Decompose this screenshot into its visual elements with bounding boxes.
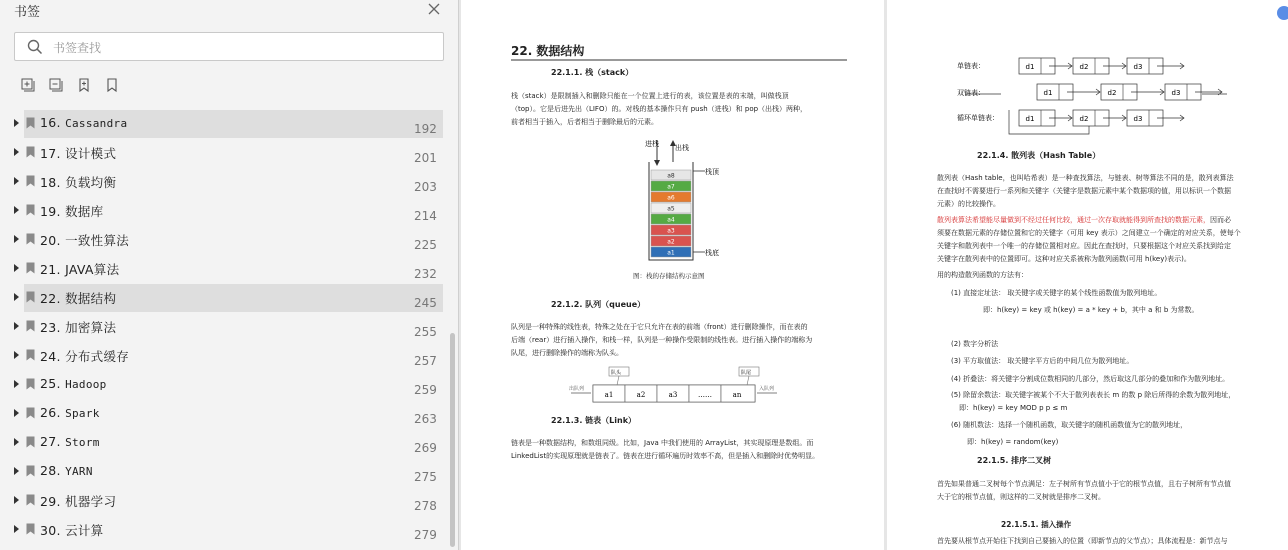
search-icon: [27, 39, 43, 55]
bookmark-title: 数据结构: [65, 291, 117, 306]
queue-paragraph-line: 后端（rear）进行插入操作，和栈一样，队列是一种操作受限制的线性表。进行插入操作的端称为: [511, 336, 813, 344]
expand-arrow-icon[interactable]: [14, 293, 19, 301]
list-node-label: d2: [1107, 89, 1117, 97]
bookmark-title: 分布式缓存: [65, 349, 130, 364]
floating-assistant-button[interactable]: [1277, 6, 1288, 20]
bookmark-flag-icon: [26, 523, 35, 535]
bookmark-number: 22.: [40, 291, 61, 306]
bookmark-flag-icon: [26, 465, 35, 477]
search-box[interactable]: [14, 32, 444, 61]
expand-arrow-icon[interactable]: [14, 380, 19, 388]
bookmark-number: 25.: [40, 376, 61, 391]
hash-tail-text: 因而必: [1210, 216, 1231, 224]
hash-paragraph-line: 在查找时不需要进行一系列和关键字（关键字是数据元素中某个数据项的值，用以标识一个数据: [937, 187, 1231, 195]
linked-list-diagram: [927, 48, 1247, 144]
list-node-label: d1: [1025, 115, 1035, 123]
circular-list-label: 循环单链表：: [957, 114, 999, 122]
hash-method-line: 即：h(key) = key 或 h(key) = a * key + b，其中 a 和 b 为常数。: [983, 306, 1199, 314]
stack-cell-label: a1: [667, 249, 675, 257]
expand-arrow-icon[interactable]: [14, 409, 19, 417]
pop-label: 出栈: [675, 144, 689, 152]
queue-cell-label: a2: [636, 391, 646, 399]
hash-paragraph-line: 散列表（Hash table，也叫哈希表）是一种查找算法，与链表、树等算法不同的是，散列表算法: [937, 174, 1234, 182]
bookmark-item[interactable]: [0, 515, 458, 544]
chapter-title: 22. 数据结构: [511, 44, 585, 58]
bookmark-number: 16.: [40, 115, 61, 130]
bookmark-flag-icon: [26, 117, 35, 129]
hash-highlight-line: [937, 216, 1231, 225]
bookmark-item[interactable]: [0, 167, 458, 196]
hash-method-line: 即：h(key) = random(key): [967, 438, 1059, 446]
bookmark-page-number: 203: [414, 180, 437, 194]
bookmark-item[interactable]: [0, 283, 458, 312]
bookmark-item[interactable]: [0, 399, 458, 428]
bookmark-number: 30.: [40, 523, 61, 538]
collapse-all-icon[interactable]: [48, 77, 64, 93]
bookmark-title: JAVA算法: [65, 262, 120, 277]
single-list-label: 单链表：: [957, 62, 985, 70]
stack-cell-label: a8: [667, 172, 675, 180]
queue-tail-label: 队尾: [741, 370, 752, 376]
stack-cell-label: a5: [667, 205, 675, 213]
red-highlight-text: 散列表算法希望能尽量做到不经过任何比较，通过一次存取就能得到所查找的数据元素，: [937, 216, 1210, 224]
push-label: 进栈: [645, 140, 659, 148]
stack-cell-label: a7: [667, 183, 675, 191]
bookmark-item[interactable]: [0, 138, 458, 167]
bookmark-page-number: 275: [414, 470, 437, 484]
bookmark-page-number: 201: [414, 151, 437, 165]
bookmark-item[interactable]: [0, 486, 458, 515]
expand-arrow-icon[interactable]: [14, 322, 19, 330]
list-node-label: d2: [1079, 63, 1089, 71]
bookmark-number: 23.: [40, 320, 61, 335]
queue-diagram: [569, 364, 779, 406]
bookmark-number: 20.: [40, 233, 61, 248]
list-node-label: d1: [1043, 89, 1053, 97]
double-list-label: 双链表：: [957, 89, 985, 97]
stack-cell-label: a4: [667, 216, 675, 224]
section-title-bst: 22.1.5. 排序二叉树: [977, 456, 1052, 465]
stack-paragraph-line: 栈（stack）是限制插入和删除只能在一个位置上进行的表，该位置是表的末端，叫做栈顶: [511, 92, 789, 100]
document-page-right: [887, 0, 1288, 550]
bookmark-page-number: 279: [414, 528, 437, 542]
bookmark-number: 27.: [40, 434, 61, 449]
bookmark-flag-icon: [26, 175, 35, 187]
stack-paragraph-line: （top）。它是后进先出（LIFO）的。对栈的基本操作只有 push（进栈）和 pop（出栈）两种，: [511, 105, 808, 113]
expand-arrow-icon[interactable]: [14, 148, 19, 156]
bookmark-label: [40, 434, 100, 449]
bookmark-title: 一致性算法: [65, 233, 130, 248]
bookmark-panel: [0, 0, 459, 550]
bookmark-title: 加密算法: [65, 320, 117, 335]
document-page-left: [461, 0, 884, 550]
bookmark-page-number: 263: [414, 412, 437, 426]
bookmark-flag-icon: [26, 494, 35, 506]
section-title-hash: 22.1.4. 散列表（Hash Table）: [977, 151, 1101, 160]
sidebar-scrollbar[interactable]: [450, 333, 455, 547]
bookmark-label: [40, 405, 100, 420]
expand-arrow-icon[interactable]: [14, 438, 19, 446]
bookmark-label: [40, 521, 103, 539]
bookmark-title: 负载均衡: [65, 175, 117, 190]
bookmark-item[interactable]: [0, 370, 458, 399]
bookmark-label: [40, 144, 116, 162]
hash-method-line: (3) 平方取值法： 取关键字平方后的中间几位为散列地址。: [951, 357, 1134, 365]
add-bookmark-icon[interactable]: [76, 77, 92, 93]
bookmark-item[interactable]: [0, 312, 458, 341]
hash-paragraph-line: 用的构造散列函数的方法有：: [937, 271, 1028, 279]
bookmark-flag-icon: [26, 204, 35, 216]
bookmark-page-number: 278: [414, 499, 437, 513]
panel-title: 书签: [14, 5, 41, 20]
bookmark-title: 设计模式: [65, 146, 117, 161]
queue-paragraph-line: 队尾，进行删除操作的端称为队头。: [511, 349, 623, 357]
bookmark-page-number: 214: [414, 209, 437, 223]
bookmark-flag-icon: [26, 349, 35, 361]
bookmark-number: 26.: [40, 405, 61, 420]
stack-cell-label: a2: [667, 238, 675, 246]
close-icon[interactable]: [426, 1, 442, 17]
link-paragraph-line: 链表是一种数据结构，和数组同级。比如，Java 中我们使用的 ArrayList，其实现原理是数组。而: [511, 439, 814, 447]
bookmark-number: 29.: [40, 494, 61, 509]
bookmark-title: 云计算: [65, 523, 104, 538]
bookmark-label: [40, 289, 116, 307]
bookmark-title: YARN: [65, 465, 93, 478]
hash-method-line: 即：h(key) = key MOD p p ≤ m: [959, 404, 1068, 412]
bookmark-label: [40, 202, 103, 220]
hash-method-line: (1) 直接定址法： 取关键字或关键字的某个线性函数值为散列地址。: [951, 289, 1162, 297]
bookmark-title: Cassandra: [65, 117, 128, 130]
bookmark-number: 17.: [40, 146, 61, 161]
expand-arrow-icon[interactable]: [14, 496, 19, 504]
bookmark-title: Spark: [65, 407, 100, 420]
section-title-queue: 22.1.2. 队列（queue）: [551, 300, 646, 309]
bookmark-flag-icon: [26, 378, 35, 390]
search-input[interactable]: [51, 37, 435, 59]
bookmark-page-number: 245: [414, 296, 437, 310]
link-paragraph-line: LinkedList的实现原理就是链表了。链表在进行循环遍历时效率不高，但是插入和删除时优势明显。: [511, 452, 820, 460]
section-title-link: 22.1.3. 链表（Link）: [551, 416, 637, 425]
stack-bottom-label: 栈底: [705, 249, 719, 257]
queue-cell-label: a3: [668, 391, 678, 399]
expand-arrow-icon[interactable]: [14, 351, 19, 359]
insert-paragraph-line: 首先要从根节点开始往下找到自己要插入的位置（即新节点的父节点）；具体流程是：新节点与: [937, 537, 1228, 545]
bookmark-number: 21.: [40, 262, 61, 277]
stack-cell-label: a3: [667, 227, 675, 235]
bst-paragraph-line: 首先如果普通二叉树每个节点满足：左子树所有节点值小于它的根节点值，且右子树所有节点值: [937, 480, 1231, 488]
bookmark-flag-icon: [26, 233, 35, 245]
bookmark-label: [40, 492, 116, 510]
list-node-label: d3: [1171, 89, 1181, 97]
stack-caption: 图：栈的存储结构示意图: [633, 272, 705, 280]
expand-arrow-icon[interactable]: [14, 525, 19, 533]
bookmark-flag-icon: [26, 146, 35, 158]
bookmark-icon[interactable]: [104, 77, 120, 93]
hash-paragraph-line: 关键字和散列表中一个唯一的存储位置相对应。因此在查找时，只要根据这个对应关系找到给定: [937, 242, 1231, 250]
bookmark-title: Storm: [65, 436, 100, 449]
hash-method-line: (4) 折叠法：将关键字分割成位数相同的几部分，然后取这几部分的叠加和作为散列地址。: [951, 375, 1230, 383]
bookmark-flag-icon: [26, 320, 35, 332]
bookmark-label: [40, 173, 116, 191]
bookmark-label: [40, 463, 93, 478]
bookmark-label: [40, 318, 116, 336]
hash-method-line: (2) 数字分析法: [951, 340, 999, 348]
bookmark-item[interactable]: [0, 225, 458, 254]
bookmark-flag-icon: [26, 291, 35, 303]
title-rule: [511, 59, 847, 61]
hash-paragraph-line: 须要在数据元素的存储位置和它的关键字（可用 key 表示）之间建立一个确定的对应关系，使每个: [937, 229, 1241, 237]
bookmark-number: 19.: [40, 204, 61, 219]
list-node-label: d2: [1079, 115, 1089, 123]
document-view: [459, 0, 1288, 550]
bookmark-flag-icon: [26, 407, 35, 419]
bookmark-page-number: 257: [414, 354, 437, 368]
hash-method-line: (5) 除留余数法：取关键字被某个不大于散列表表长 m 的数 p 除后所得的余数为散列地址，: [951, 391, 1236, 399]
list-node-label: d3: [1133, 115, 1143, 123]
expand-all-icon[interactable]: [20, 77, 36, 93]
bookmark-item[interactable]: [0, 254, 458, 283]
expand-arrow-icon[interactable]: [14, 119, 19, 127]
stack-paragraph-line: 前者相当于插入，后者相当于删除最后的元素。: [511, 118, 658, 126]
bookmark-page-number: 269: [414, 441, 437, 455]
expand-arrow-icon[interactable]: [14, 235, 19, 243]
list-node-label: d1: [1025, 63, 1035, 71]
bookmark-page-number: 255: [414, 325, 437, 339]
bookmark-page-number: 232: [414, 267, 437, 281]
queue-paragraph-line: 队列是一种特殊的线性表，特殊之处在于它只允许在表的前端（front）进行删除操作，而在表的: [511, 323, 808, 331]
bookmark-title: 机器学习: [65, 494, 117, 509]
bookmark-page-number: 225: [414, 238, 437, 252]
section-title-insert: 22.1.5.1. 插入操作: [1001, 520, 1072, 529]
bookmark-label: [40, 376, 107, 391]
bookmark-number: 28.: [40, 463, 61, 478]
bookmark-item[interactable]: [0, 428, 458, 457]
bookmark-label: [40, 347, 129, 365]
queue-cell-label: a1: [604, 391, 614, 399]
enqueue-label: 入队列: [759, 386, 775, 392]
bst-paragraph-line: 大于它的根节点值，则这样的二叉树就是排序二叉树。: [937, 493, 1105, 501]
expand-arrow-icon[interactable]: [14, 467, 19, 475]
expand-arrow-icon[interactable]: [14, 206, 19, 214]
stack-cell-label: a6: [667, 194, 675, 202]
queue-cell-label: an: [732, 391, 742, 399]
hash-paragraph-line: 元素）的比较操作。: [937, 200, 1000, 208]
section-title-stack: 22.1.1. 栈（stack）: [551, 68, 634, 77]
bookmark-item[interactable]: [0, 341, 458, 370]
bookmark-flag-icon: [26, 436, 35, 448]
queue-cell-label: ……: [698, 391, 712, 399]
bookmark-label: [40, 231, 129, 249]
stack-diagram: [631, 134, 721, 264]
bookmark-number: 24.: [40, 349, 61, 364]
bookmark-item[interactable]: [0, 109, 458, 138]
bookmark-page-number: 192: [414, 122, 437, 136]
bookmark-item[interactable]: [0, 457, 458, 486]
stack-top-label: 栈顶: [705, 168, 719, 176]
bookmark-page-number: 259: [414, 383, 437, 397]
dequeue-label: 出队列: [569, 386, 585, 392]
expand-arrow-icon[interactable]: [14, 177, 19, 185]
hash-paragraph-line: 关键字在散列表中的位置即可。这种对应关系被称为散列函数(可用 h(key)表示)。: [937, 255, 1191, 263]
bookmark-flag-icon: [26, 262, 35, 274]
bookmark-label: [40, 260, 119, 278]
hash-method-line: (6) 随机数法：选择一个随机函数，取关键字的随机函数值为它的散列地址，: [951, 421, 1188, 429]
list-node-label: d3: [1133, 63, 1143, 71]
queue-head-label: 队头: [611, 370, 622, 376]
bookmark-title: 数据库: [65, 204, 104, 219]
bookmark-label: [40, 115, 127, 130]
expand-arrow-icon[interactable]: [14, 264, 19, 272]
bookmark-item[interactable]: [0, 196, 458, 225]
bookmark-title: Hadoop: [65, 378, 107, 391]
bookmark-number: 18.: [40, 175, 61, 190]
